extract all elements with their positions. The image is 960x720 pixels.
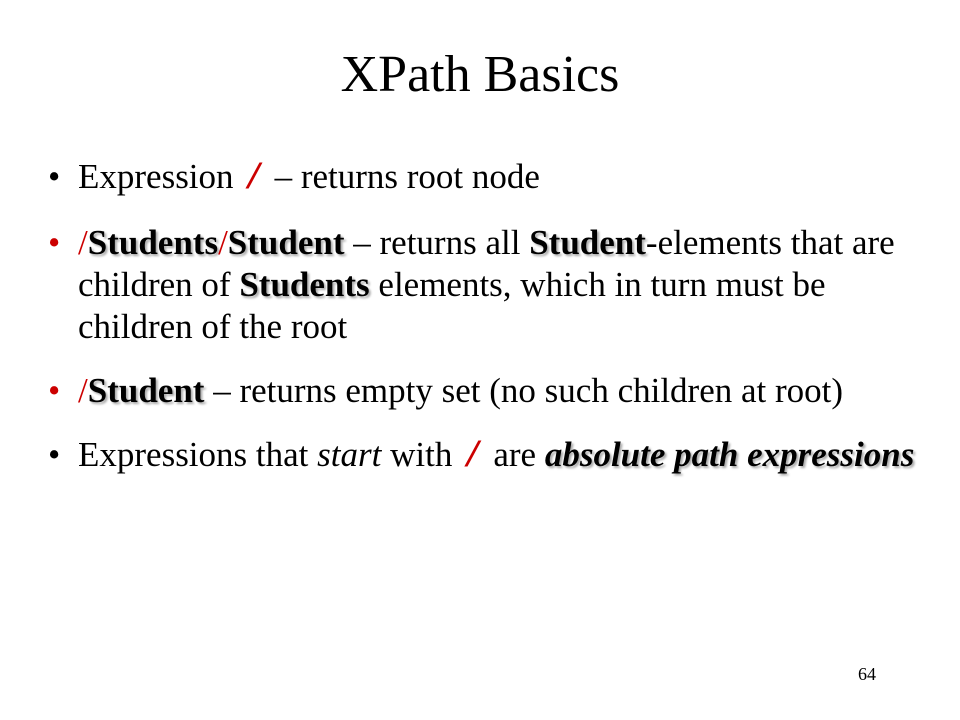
bullet-3-em: start [317, 435, 382, 474]
bullet-3-code: / [462, 437, 484, 477]
bullet-1-text-3: elements, which in turn must be children of the root [78, 265, 826, 346]
bullet-2-text: – returns empty set (no such children at root) [204, 371, 844, 410]
bullet-1-text-2: -elements that are children of [78, 223, 895, 304]
bullet-0-code: / [243, 159, 265, 199]
bullet-root-node [48, 156, 918, 200]
bullet-1-text-1: – returns all [344, 223, 530, 262]
bullet-1-element-students-2: Students [239, 265, 370, 304]
slide-title: XPath Basics [340, 46, 620, 103]
bullet-1-slash2: / [218, 223, 228, 262]
slide-number: 64 [858, 664, 876, 684]
bullet-list [48, 156, 918, 500]
bullet-1-element-student: Student [227, 223, 345, 262]
bullet-1-element-students: Students [87, 223, 219, 262]
bullet-absolute-path [48, 434, 918, 478]
bullet-3-strong: absolute path expressions [544, 435, 915, 474]
bullet-3-post: are [493, 435, 545, 474]
bullet-3-mid: with [381, 435, 453, 474]
bullet-0-pre: Expression [78, 157, 234, 196]
bullet-3-pre: Expressions that [78, 435, 318, 474]
bullet-1-element-student-2: Student [529, 223, 646, 262]
bullet-2-slash: / [78, 371, 88, 410]
bullet-1-slash1: / [78, 223, 88, 262]
bullet-0-post: – returns root node [274, 157, 540, 196]
bullet-2-element-student: Student [87, 371, 205, 410]
bullet-students-student [48, 222, 918, 348]
bullet-student [48, 370, 918, 412]
